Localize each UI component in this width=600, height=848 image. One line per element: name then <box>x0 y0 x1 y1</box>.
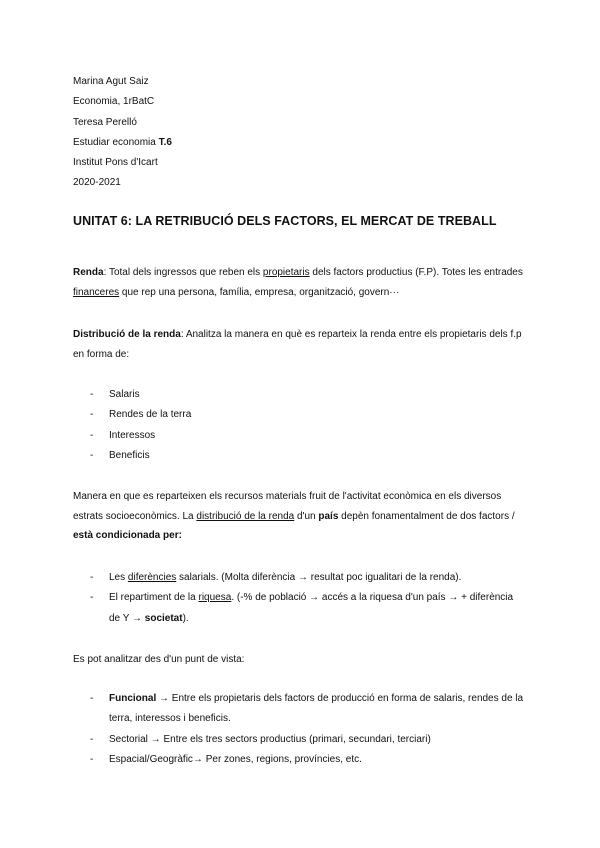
unit-title: UNITAT 6: LA RETRIBUCIÓ DELS FACTORS, EL MERCAT DE TREBALL <box>73 214 497 228</box>
manera-bold-pais: país <box>318 510 339 522</box>
subject-prefix: Estudiar economia <box>73 136 159 148</box>
factor-2-underline: riquesa <box>198 592 232 604</box>
list-item <box>90 689 530 730</box>
factor-2-line-2 <box>109 609 530 629</box>
manera-paragraph <box>73 487 531 546</box>
manera-line-3 <box>73 526 531 546</box>
renda-paragraph <box>73 263 531 302</box>
distribucio-paragraph <box>73 325 531 364</box>
renda-underline-financeres: financeres <box>73 286 120 298</box>
list-item-text: Rendes de la terra <box>109 409 192 421</box>
list-item <box>90 730 530 750</box>
teacher-name: Teresa Perelló <box>73 116 137 128</box>
manera-line-1: Manera en que es reparteixen els recursos materials fruit de l'activitat econòmica en els diversos <box>73 491 502 502</box>
list-dash: - <box>90 449 94 461</box>
renda-underline-propietaris: propietaris <box>262 267 310 278</box>
list-item <box>90 405 530 425</box>
factor-2-bold: societat <box>144 612 183 624</box>
factor-2-b: . (-% de població → accés a la riquesa d'un país → + diferència <box>231 592 514 604</box>
manera-line-2 <box>73 507 531 527</box>
renda-text-c: que rep una persona, família, empresa, organització, govern··· <box>119 286 400 298</box>
punt-1-a: → Entre els propietaris dels factors de producció en forma de salaris, rendes de la <box>156 693 524 704</box>
list-item-text: Interessos <box>109 429 156 441</box>
list-item <box>90 750 530 770</box>
list-item <box>90 426 530 446</box>
school-year: 2020-2021 <box>73 177 121 189</box>
renda-line-2 <box>73 283 531 303</box>
list-dash: - <box>90 389 94 400</box>
factor-2-a: El repartiment de la <box>109 592 199 604</box>
punt-text: Es pot analitzar des d'un punt de vista: <box>73 654 245 665</box>
distribucio-line-2: en forma de: <box>73 348 130 360</box>
manera-underline: distribució de la renda <box>196 510 295 522</box>
factor-1-b: salarials. (Molta diferència → resultat poc igualitari de la renda). <box>176 572 462 583</box>
list-dash: - <box>90 572 94 583</box>
punt-2-text: Sectorial → Entre els tres sectors productius (primari, secundari, terciari) <box>109 733 431 745</box>
renda-term: Renda <box>73 267 104 278</box>
renda-text-a: : Total dels ingressos que reben els <box>103 267 263 278</box>
renda-text-b: dels factors productius (F.P). Totes les entrades <box>309 267 523 278</box>
manera-text-a: estrats socioeconòmics. La <box>73 510 197 522</box>
manera-bold-condicionada: està condicionada per: <box>73 530 182 541</box>
factor-1-text <box>109 572 461 583</box>
factor-2-c: de Y → <box>109 612 145 624</box>
course-name: Economia, 1rBatC <box>73 96 155 108</box>
manera-text-c: depèn fonamentalment de dos factors / <box>338 510 515 522</box>
factor-1-a: Les <box>109 572 128 583</box>
list-item <box>90 385 530 405</box>
punt-3-text: Espacial/Geogràfic→ Per zones, regions, províncies, etc. <box>109 753 362 765</box>
list-dash: - <box>90 592 94 604</box>
factors-list <box>90 568 530 629</box>
factor-2-d: ). <box>182 612 189 624</box>
punt-1-line-2: terra, interessos i beneficis. <box>109 713 231 725</box>
punt-1-line-1 <box>109 689 530 709</box>
list-item-text: Beneficis <box>109 449 150 461</box>
list-dash: - <box>90 753 94 765</box>
distribucio-term: Distribució de la renda <box>73 329 181 340</box>
renda-line-1 <box>73 263 531 283</box>
list-item <box>90 568 530 588</box>
factor-1-underline: diferències <box>127 572 177 583</box>
list-dash: - <box>90 429 94 441</box>
distribucio-line-1 <box>73 325 531 345</box>
distribucio-list <box>90 385 530 466</box>
punt-1-bold: Funcional <box>109 693 157 704</box>
list-dash: - <box>90 693 94 704</box>
manera-text-b: d'un <box>294 510 319 522</box>
distribucio-text: : Analitza la manera en què es reparteix la renda entre els propietaris dels f.p <box>180 329 522 340</box>
subject-unit: T.6 <box>158 136 172 148</box>
punt-list <box>90 689 530 770</box>
punt-paragraph <box>73 650 531 670</box>
school-name: Institut Pons d'Icart <box>73 157 158 169</box>
factor-2-line-1 <box>109 588 530 608</box>
author-name: Marina Agut Saiz <box>73 76 149 87</box>
document-header <box>73 72 172 194</box>
list-dash: - <box>90 733 94 745</box>
list-item <box>90 446 530 466</box>
list-item-text: Salaris <box>109 389 140 400</box>
list-dash: - <box>90 409 94 421</box>
subject-line <box>73 133 172 153</box>
list-item <box>90 588 530 629</box>
